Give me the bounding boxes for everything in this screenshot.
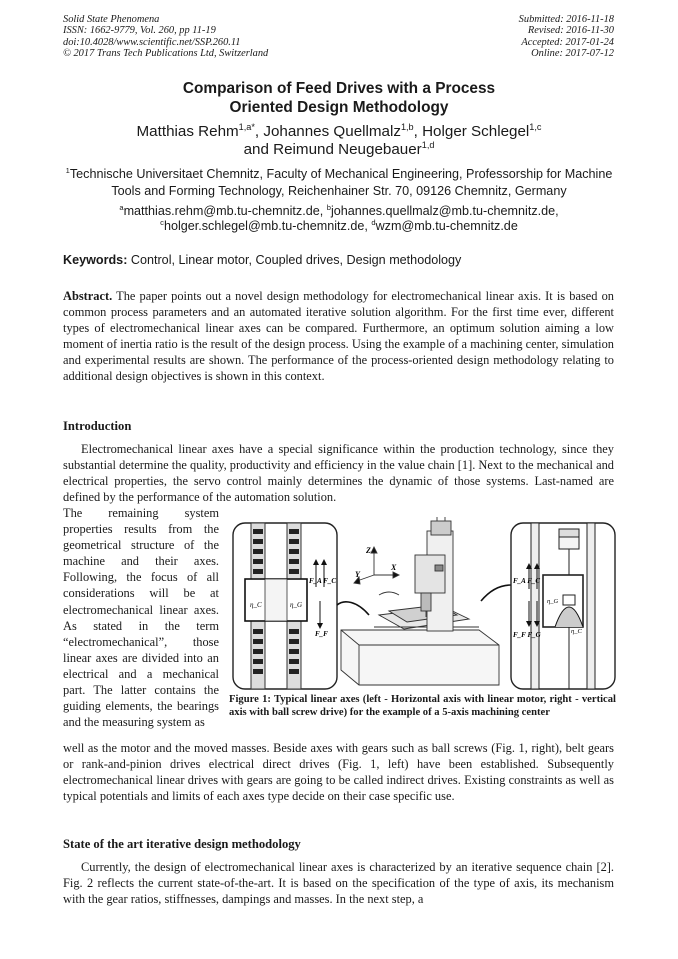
intro-paragraph-2-wrap: The remaining system properties results from the geometrical structure of the machine and their axes. Following, the focus of all considerations will be at electromechanical linear axes. As stated in the term “electromechanical”, those linear axes are divided into an electrical and a mechanical part. The latter contains the guiding elements, the bearings and the measuring system as [63, 506, 219, 730]
affiliation-line-2: Tools and Forming Technology, Reichenhainer Str. 70, 09126 Chemnitz, Germany [111, 183, 567, 198]
email-sup: c [160, 218, 164, 228]
keywords [63, 253, 461, 268]
email-sup: d [371, 218, 376, 228]
author-sup: 1,a* [238, 121, 255, 132]
eta-c-label: η_C [250, 601, 262, 609]
y-axis-label: Y [355, 570, 360, 579]
figure-1-drawing [229, 515, 617, 691]
ff-label: F_F [315, 630, 328, 638]
z-axis-label: Z [366, 546, 371, 555]
email[interactable]: johannes.quellmalz@mb.tu-chemnitz.de, [330, 204, 559, 218]
email-sup: a [119, 202, 124, 212]
abstract [63, 288, 614, 385]
affiliation-line-1: Technische Universitaet Chemnitz, Faculty of Mechanical Engineering, Professorship for Machine [69, 167, 613, 181]
affiliation-sup: 1 [65, 165, 70, 175]
fa-fc-right-label: F_A F_C [513, 577, 541, 585]
authors-line-1 [0, 123, 678, 141]
keywords-label: Keywords: [63, 253, 128, 267]
email[interactable]: holger.schlegel@mb.tu-chemnitz.de, [163, 219, 372, 234]
online-date: Online: 2017-07-12 [531, 48, 614, 60]
left-callout-line [337, 602, 369, 615]
email[interactable]: wzm@mb.tu-chemnitz.de [375, 219, 518, 234]
fa-fc-label: F_A F_C [309, 577, 337, 585]
doi: doi:10.4028/www.scientific.net/SSP.260.11 [63, 36, 241, 48]
author-name: Matthias Rehm [136, 123, 239, 140]
copyright: © 2017 Trans Tech Publications Ltd, Switzerland [63, 48, 269, 60]
figure-1-caption: Figure 1: Typical linear axes (left - Horizontal axis with linear motor, right - vertical axis with ball screw drive) for the example of a 5-axis machining center [229, 694, 616, 718]
figure-1 [229, 515, 617, 691]
revised-date: Revised: 2016-11-30 [527, 25, 614, 37]
emails [60, 204, 618, 234]
x-axis-label: X [391, 563, 397, 572]
dates-info [519, 14, 614, 60]
journal-name: Solid State Phenomena [63, 14, 160, 25]
author-name: Holger Schlegel [422, 123, 530, 140]
author-sup: 1,d [421, 139, 435, 150]
title-line-1: Comparison of Feed Drives with a Process [182, 80, 496, 97]
author-name: and Reimund Neugebauer [243, 140, 422, 158]
accepted-date: Accepted: 2017-01-24 [521, 36, 614, 48]
abstract-label: Abstract. [63, 289, 113, 303]
linear-motor-illustration [245, 523, 336, 689]
right-callout-line [481, 585, 511, 601]
abstract-text: The paper points out a novel design methodology for electromechanical linear axis. It is based on common process parameters and an automated iterative solution algorithm. For the first time ever, different types of electromechanical linear axes can be compared. Furthermore, an optimum solution aiming a low moment of inertia ratio is the result of the design process. Using the example of a machining center, simulation and experimental results are shown. The performance of the process-oriented design methodology relating to additional design objectives is shown in this context. [63, 289, 614, 384]
author-sep: , [413, 123, 423, 140]
state-of-art-paragraph-1: Currently, the design of electromechanical linear axes is characterized by an iterative sequence chain [2]. Fig. 2 reflects the current state-of-the-art. It is based on the specification of the type of axis, its mechanism with the gear ratios, stiffnesses, dampings and masses. In the next step, a [63, 860, 614, 907]
machining-center-illustration [341, 517, 499, 685]
keywords-text: Control, Linear motor, Coupled drives, Design methodology [127, 253, 462, 267]
eta-g-label: η_G [290, 601, 303, 609]
eta-g-right-label: η_G [547, 598, 559, 605]
ff-fg-label: F_F F_G [513, 631, 541, 639]
author-sep: , [254, 123, 264, 140]
eta-c-right-label: η_C [571, 628, 582, 635]
author-sup: 1,c [529, 121, 542, 132]
email-sup: b [326, 202, 331, 212]
authors-line-2 [0, 141, 678, 159]
intro-paragraph-2-continued: well as the motor and the moved masses. Beside axes with gears such as ball screws (Fig. 1, right), belt gears or rank-and-pinion drives electrical direct drives (Fig. 1, left) have been established. Subsequently electromechanical linear drives with gears are going to be called indirect drives. Existing constraints as well as typical potentials and limits of each axes type decide on their case specific use. [63, 741, 614, 804]
author-sup: 1,b [400, 121, 414, 132]
submitted-date: Submitted: 2016-11-18 [518, 14, 614, 25]
section-heading-introduction: Introduction [63, 419, 132, 433]
email[interactable]: matthias.rehm@mb.tu-chemnitz.de, [123, 204, 327, 218]
title-line-2: Oriented Design Methodology [229, 98, 449, 116]
author-name: Johannes Quellmalz [263, 123, 401, 140]
issn: ISSN: 1662-9779, Vol. 260, pp 11-19 [63, 25, 216, 37]
affiliation [60, 166, 618, 199]
intro-paragraph-1: Electromechanical linear axes have a special significance within the production technology, since they substantial determine the quality, productivity and efficiency in the value chain [1]. Next to the mechanical and electrical properties, the servo control mainly determines the dynamic of those systems. Last-named are defined by the performance of the automation solution. [63, 442, 614, 505]
section-heading-state-of-art: State of the art iterative design methodology [63, 837, 301, 851]
journal-info [63, 14, 268, 60]
authors [0, 123, 678, 159]
paper-title [0, 80, 678, 118]
ball-screw-illustration [531, 523, 595, 689]
